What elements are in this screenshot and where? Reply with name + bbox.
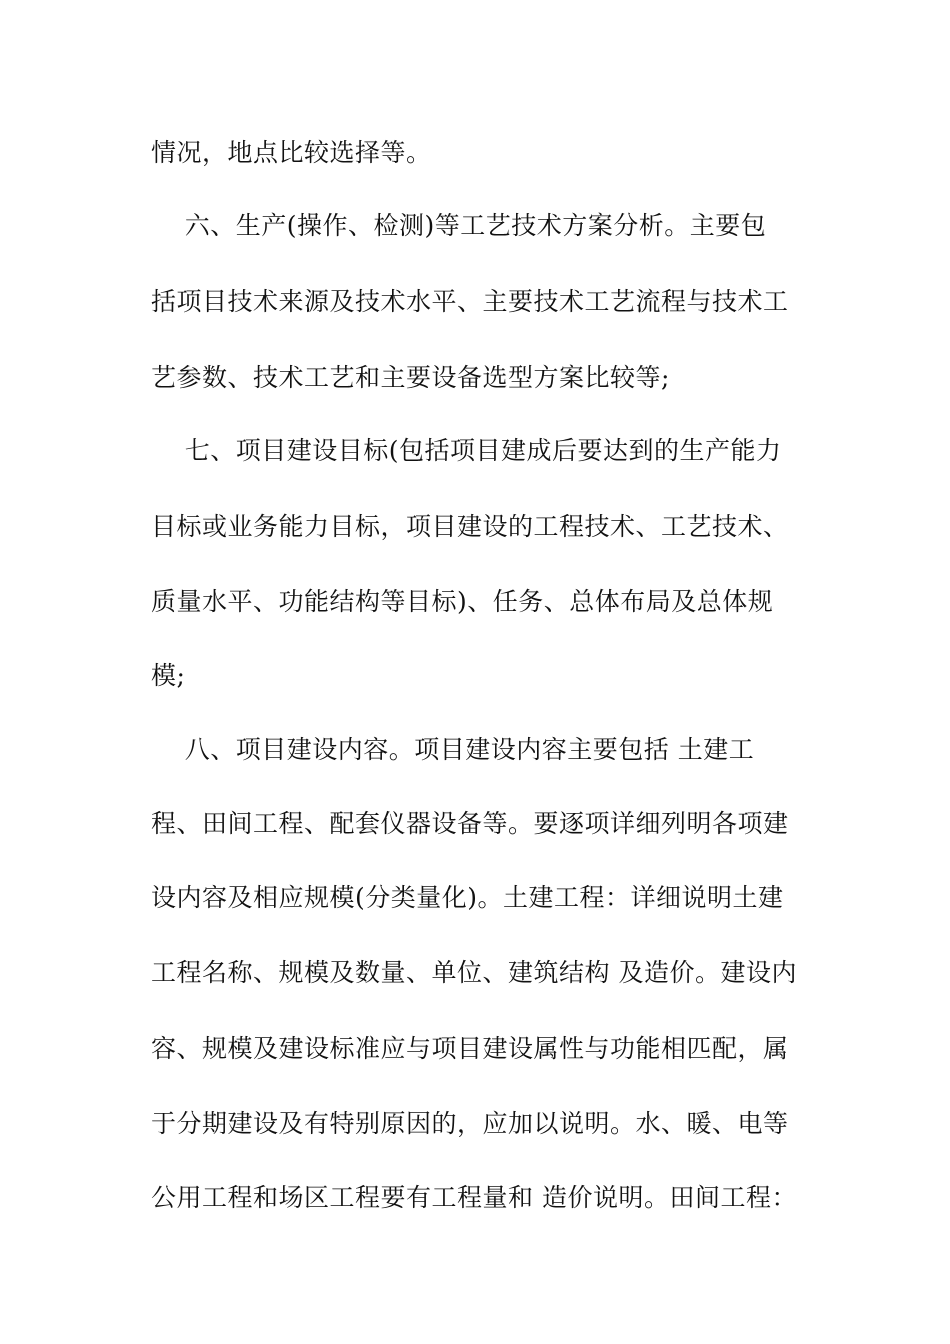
text-line: 容、规模及建设标准应与项目建设属性与功能相匹配，属 bbox=[151, 1034, 789, 1063]
text-line: 八、项目建设内容。项目建设内容主要包括 土建工 bbox=[151, 735, 755, 764]
text-line: 于分期建设及有特别原因的，应加以说明。水、暖、电等 bbox=[151, 1109, 789, 1138]
text-line: 质量水平、功能结构等目标)、任务、总体布局及总体规 bbox=[151, 587, 774, 616]
text-line: 模; bbox=[151, 661, 186, 690]
text-line: 情况，地点比较选择等。 bbox=[151, 138, 432, 167]
text-line: 设内容及相应规模(分类量化)。土建工程：详细说明土建 bbox=[151, 883, 784, 912]
text-line: 工程名称、规模及数量、单位、建筑结构 及造价。建设内 bbox=[151, 958, 797, 987]
text-line: 目标或业务能力目标，项目建设的工程技术、工艺技术、 bbox=[151, 512, 789, 541]
text-line: 七、项目建设目标(包括项目建成后要达到的生产能力 bbox=[151, 436, 782, 465]
text-line: 公用工程和场区工程要有工程量和 造价说明。田间工程： bbox=[151, 1183, 797, 1212]
text-line: 括项目技术来源及技术水平、主要技术工艺流程与技术工 bbox=[151, 287, 789, 316]
text-line: 六、生产(操作、检测)等工艺技术方案分析。主要包 bbox=[151, 211, 767, 240]
text-line: 艺参数、技术工艺和主要设备选型方案比较等; bbox=[151, 363, 670, 392]
text-line: 程、田间工程、配套仪器设备等。要逐项详细列明各项建 bbox=[151, 809, 789, 838]
